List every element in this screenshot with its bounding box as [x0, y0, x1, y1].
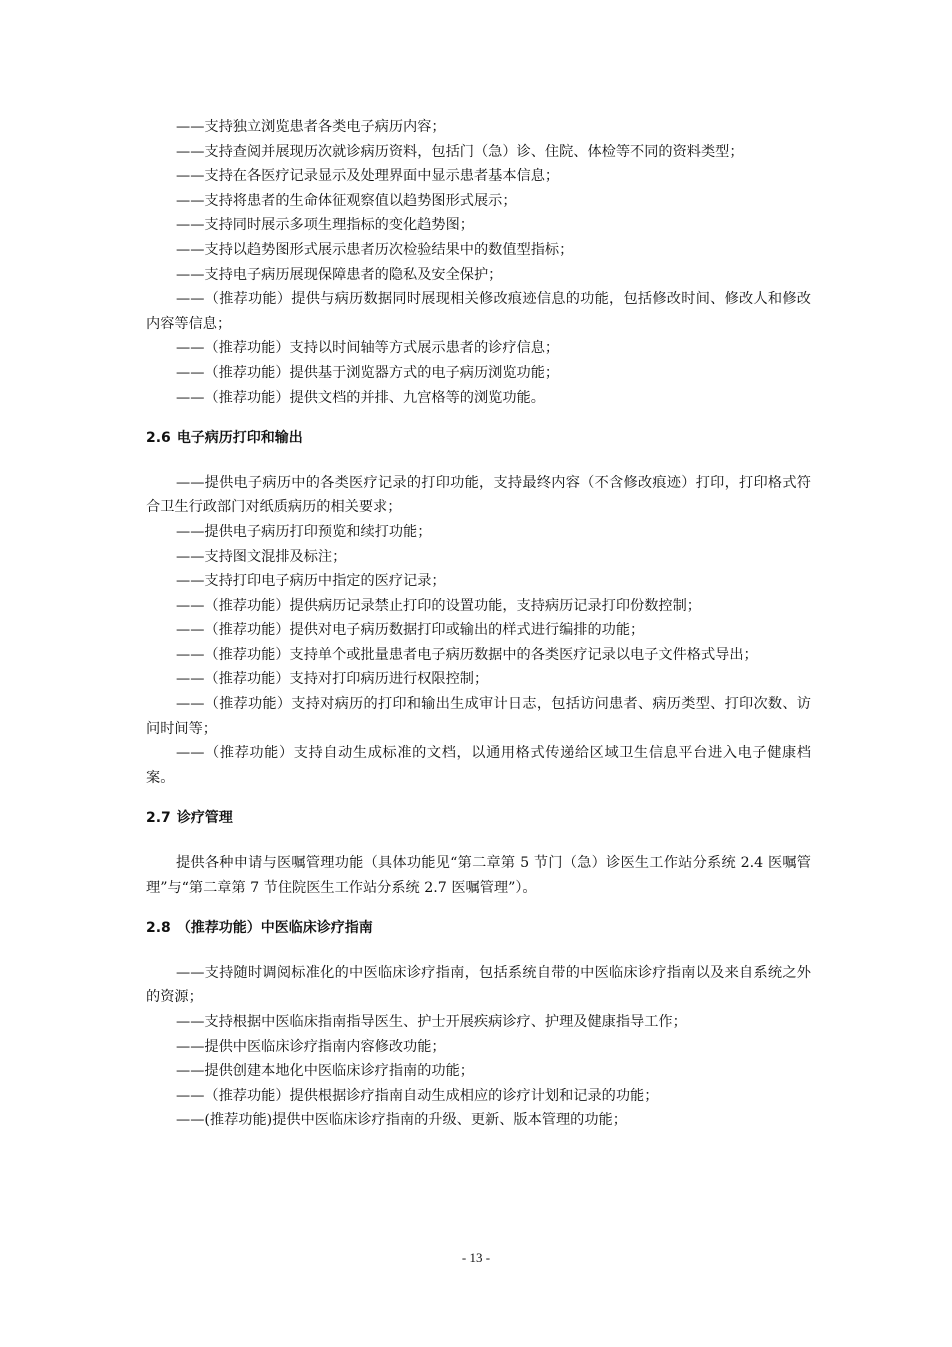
list-item: ——提供电子病历打印预览和续打功能；	[176, 523, 432, 540]
list-item: ——（推荐功能）支持自动生成标准的文档，以通用格式传递给区域卫生信息平台进入电子健康档案。	[146, 745, 811, 786]
section-number: 2.6	[146, 430, 171, 447]
list-item: ——提供中医临床诊疗指南内容修改功能；	[176, 1038, 446, 1055]
list-item: ——支持查阅并展现历次就诊病历资料，包括门（急）诊、住院、体检等不同的资料类型；	[176, 143, 744, 160]
section-heading-2-7	[146, 806, 811, 831]
page-number: - 13 -	[461, 1250, 491, 1265]
list-item: ——（推荐功能）支持单个或批量患者电子病历数据中的各类医疗记录以电子文件格式导出；	[176, 646, 758, 663]
list-item: ——提供创建本地化中医临床诊疗指南的功能；	[176, 1063, 474, 1080]
list-item: ——提供电子病历中的各类医疗记录的打印功能，支持最终内容（不含修改痕迹）打印，打印格式符合卫生行政部门对纸质病历的相关要求；	[146, 474, 811, 516]
list-item: ——支持以趋势图形式展示患者历次检验结果中的数值型指标；	[176, 241, 574, 258]
section-title: 电子病历打印和输出	[176, 430, 303, 447]
list-item: ——支持电子病历展现保障患者的隐私及安全保护；	[176, 266, 503, 283]
section-2-7-paragraph: 提供各种申请与医嘱管理功能（具体功能见“第二章第 5 节门（急）诊医生工作站分系统 2.4 医嘱管理”与“第二章第 7 节住院医生工作站分系统 2.7 医嘱管理”）。	[146, 855, 811, 896]
list-item: ——（推荐功能）支持对打印病历进行权限控制；	[176, 671, 489, 688]
section-heading-2-8	[146, 916, 811, 941]
list-item: ——（推荐功能）提供根据诊疗指南自动生成相应的诊疗计划和记录的功能；	[176, 1087, 659, 1104]
feature-list-top	[146, 115, 811, 410]
list-item: ——支持根据中医临床指南指导医生、护士开展疾病诊疗、护理及健康指导工作；	[176, 1014, 687, 1030]
list-item: ——（推荐功能）提供基于浏览器方式的电子病历浏览功能；	[176, 364, 560, 381]
section-2-6-list	[146, 471, 811, 791]
list-item: ——支持随时调阅标准化的中医临床诊疗指南，包括系统自带的中医临床诊疗指南以及来自系统之外的资源；	[146, 964, 811, 1006]
section-title: 诊疗管理	[176, 810, 233, 827]
section-heading-2-6	[146, 426, 811, 451]
list-item: ——支持图文混排及标注；	[176, 548, 347, 565]
list-item: ——（推荐功能）提供病历记录禁止打印的设置功能，支持病历记录打印份数控制；	[176, 597, 701, 614]
list-item: ——（推荐功能）提供对电子病历数据打印或输出的样式进行编排的功能；	[176, 622, 645, 639]
list-item: ——（推荐功能）提供与病历数据同时展现相关修改痕迹信息的功能，包括修改时间、修改人和修改内容等信息；	[146, 291, 811, 332]
list-item: ——（推荐功能）支持对病历的打印和输出生成审计日志，包括访问患者、病历类型、打印次数、访问时间等；	[146, 696, 811, 737]
section-number: 2.7	[146, 810, 171, 827]
list-item: ——支持打印电子病历中指定的医疗记录；	[176, 573, 446, 590]
list-item: ——（推荐功能）提供文档的并排、九宫格等的浏览功能。	[176, 389, 545, 406]
section-2-8-list	[146, 961, 811, 1133]
list-item: ——支持在各医疗记录显示及处理界面中显示患者基本信息；	[176, 168, 560, 185]
section-title: （推荐功能）中医临床诊疗指南	[176, 920, 373, 937]
section-number: 2.8	[146, 920, 171, 937]
list-item: ——(推荐功能)提供中医临床诊疗指南的升级、更新、版本管理的功能；	[176, 1112, 627, 1129]
list-item: ——支持独立浏览患者各类电子病历内容；	[176, 119, 446, 135]
page-content	[146, 115, 811, 1133]
list-item: ——（推荐功能）支持以时间轴等方式展示患者的诊疗信息；	[176, 340, 560, 357]
list-item: ——支持将患者的生命体征观察值以趋势图形式展示；	[176, 192, 517, 209]
list-item: ——支持同时展示多项生理指标的变化趋势图；	[176, 217, 474, 234]
